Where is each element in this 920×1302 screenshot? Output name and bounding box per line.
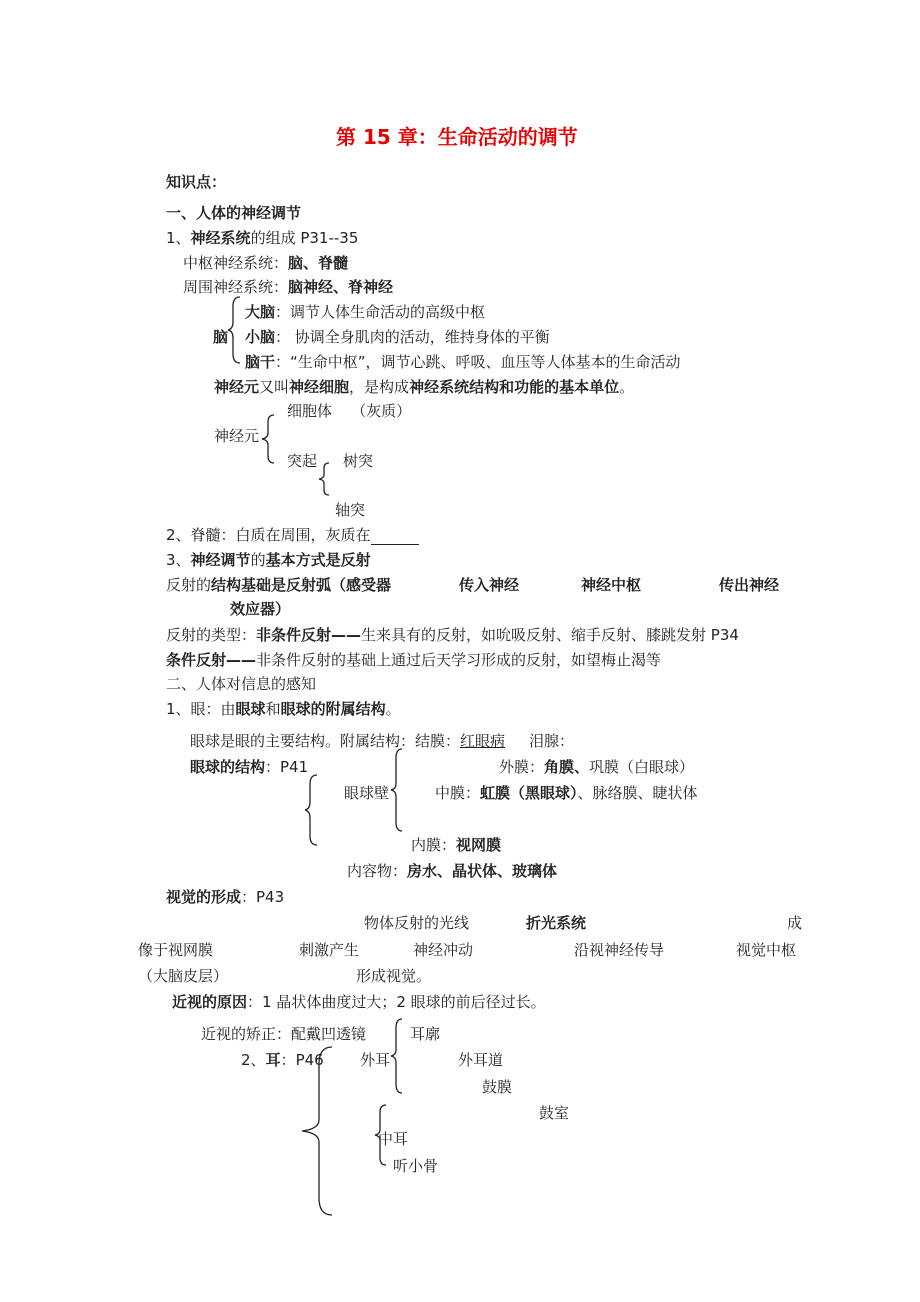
process-brace	[317, 462, 331, 496]
neuron-process: 突起	[287, 452, 318, 470]
eye-item: 1、眼：由眼球和眼球的附属结构。	[166, 700, 401, 718]
answer-blank[interactable]	[371, 530, 419, 545]
item-3-reflex: 3、神经调节的基本方式是反射	[166, 551, 371, 569]
item-1-nervous-system: 1、神经系统的组成 P31--35	[166, 229, 359, 247]
item-2-spinal-cord: 2、脊髓：白质在周围，灰质在	[166, 525, 419, 545]
vision-step-stimulate: 刺激产生	[299, 941, 360, 959]
brain-cerebrum: 大脑：调节人体生命活动的高级中枢	[245, 303, 486, 321]
vision-step-form: 成	[787, 914, 803, 932]
eyeball-structure-label: 眼球的结构：P41	[190, 758, 309, 776]
ear-cavity: 鼓室	[539, 1104, 570, 1122]
conditioned-reflex: 条件反射——非条件反射的基础上通过后天学习形成的反射，如望梅止渴等	[166, 651, 662, 669]
eyeball-wall: 眼球壁	[344, 784, 390, 802]
vision-step-center: 视觉中枢	[736, 941, 797, 959]
brain-cerebellum: 小脑： 协调全身肌肉的活动，维持身体的平衡	[245, 328, 550, 346]
section-2-heading: 二、人体对信息的感知	[166, 675, 317, 693]
knowledge-label: 知识点：	[166, 173, 227, 191]
central-nervous-system: 中枢神经系统：脑、脊髓	[183, 254, 349, 272]
brain-label: 脑	[213, 328, 229, 346]
peripheral-nervous-system: 周围神经系统：脑神经、脊神经	[183, 278, 394, 296]
vision-step-impulse: 神经冲动	[413, 941, 474, 959]
reflex-structure: 反射的结构基础是反射弧（感受器	[166, 576, 392, 594]
vision-step-cortex: （大脑皮层）	[138, 967, 229, 985]
ear-pinna: 耳廓	[410, 1025, 441, 1043]
vision-step-retina: 像于视网膜	[138, 941, 214, 959]
reflex-center: 神经中枢	[581, 576, 642, 594]
page-title: 第 15 章：生命活动的调节	[336, 125, 578, 149]
neuron-dendrite: 树突	[343, 452, 374, 470]
ear-brace	[302, 1046, 336, 1216]
neuron-root: 神经元	[214, 427, 260, 445]
reflex-types: 反射的类型：非条件反射——生来具有的反射，如吮吸反射、缩手反射、膝跳发射 P34	[166, 626, 739, 644]
ear-drum: 鼓膜	[482, 1078, 513, 1096]
eyeball-wall-brace	[390, 748, 404, 832]
vision-step-light: 物体反射的光线	[364, 914, 470, 932]
neuron-brace	[262, 414, 276, 464]
reflex-efferent: 传出神经	[719, 576, 780, 594]
ear-outer: 外耳	[360, 1051, 391, 1069]
section-1-heading: 一、人体的神经调节	[166, 204, 302, 222]
brain-brace	[228, 296, 242, 364]
ear-canal: 外耳道	[458, 1051, 504, 1069]
vision-formation-label: 视觉的形成：P43	[166, 888, 285, 906]
ear-ossicles: 听小骨	[393, 1157, 439, 1175]
ear-middle: 中耳	[378, 1130, 409, 1148]
eye-main-structure: 眼球是眼的主要结构。附属结构：结膜：红眼病 泪腺：	[190, 732, 575, 750]
ear-item: 2、耳：P46	[241, 1051, 324, 1069]
neuron-cell-body: 细胞体 （灰质）	[287, 402, 412, 420]
vision-step-refraction: 折光系统	[526, 914, 587, 932]
outer-ear-brace	[390, 1018, 404, 1094]
eyeball-outer: 外膜：角膜、巩膜（白眼球）	[499, 758, 695, 776]
neuron-definition: 神经元又叫神经细胞，是构成神经系统结构和功能的基本单位。	[214, 378, 635, 396]
vision-step-result: 形成视觉。	[356, 967, 432, 985]
red-eye-link[interactable]: 红眼病	[460, 732, 506, 750]
myopia-correction: 近视的矫正：配戴凹透镜	[201, 1025, 367, 1043]
eyeball-inner: 内膜：视网膜	[411, 836, 502, 854]
reflex-afferent: 传入神经	[459, 576, 520, 594]
eyeball-contents: 内容物：房水、晶状体、玻璃体	[347, 862, 558, 880]
vision-step-optic-nerve: 沿视神经传导	[574, 941, 665, 959]
myopia-cause: 近视的原因：1 晶状体曲度过大；2 眼球的前后径过长。	[172, 993, 546, 1011]
neuron-axon: 轴突	[335, 501, 366, 519]
eyeball-brace	[305, 774, 319, 846]
reflex-effector: 效应器）	[230, 600, 291, 618]
brain-brainstem: 脑干：“生命中枢”，调节心跳、呼吸、血压等人体基本的生命活动	[245, 353, 681, 371]
eyeball-middle: 中膜：虹膜（黑眼球）、脉络膜、睫状体	[435, 784, 698, 802]
